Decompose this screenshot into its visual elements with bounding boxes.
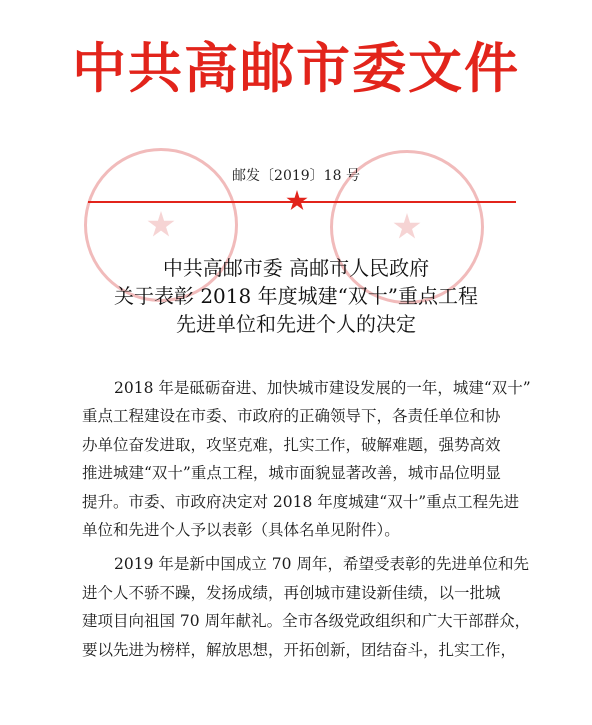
title-line: 关于表彰 2018 年度城建“双十”重点工程	[113, 284, 479, 308]
body-line: 进个人不骄不躁，发扬成绩，再创城市建设新佳绩，以一批城	[82, 583, 501, 602]
document-body	[82, 374, 552, 664]
document-number: 邮发〔2019〕18 号	[232, 168, 360, 184]
body-line: 建项目向祖国 70 周年献礼。全市各级党政组织和广大干部群众，	[82, 612, 531, 631]
body-line: 推进城建“双十”重点工程，城市面貌显著改善，城市品位明显	[82, 464, 501, 483]
body-line: 2019 年是新中国成立 70 周年，希望受表彰的先进单位和先	[114, 555, 529, 574]
title-line: 先进单位和先进个人的决定	[176, 312, 416, 336]
body-line: 单位和先进个人予以表彰（具体名单见附件）。	[82, 521, 400, 540]
body-line: 2018 年是砥砺奋进、加快城市建设发展的一年，城建“双十”	[114, 379, 531, 397]
document-banner: 中共高邮市委文件	[72, 37, 520, 100]
body-line: 办单位奋发进取，攻坚克难，扎实工作，破解难题，强势高效	[82, 435, 501, 454]
title-line: 中共高邮市委 高邮市人民政府	[162, 256, 430, 280]
body-line: 要以先进为榜样，解放思想，开拓创新，团结奋斗，扎实工作，	[82, 640, 517, 659]
document-title	[0, 254, 592, 338]
body-line: 提升。市委、市政府决定对 2018 年度城建“双十”重点工程先进	[82, 492, 520, 511]
body-line: 重点工程建设在市委、市政府的正确领导下，各责任单位和协	[82, 407, 501, 426]
